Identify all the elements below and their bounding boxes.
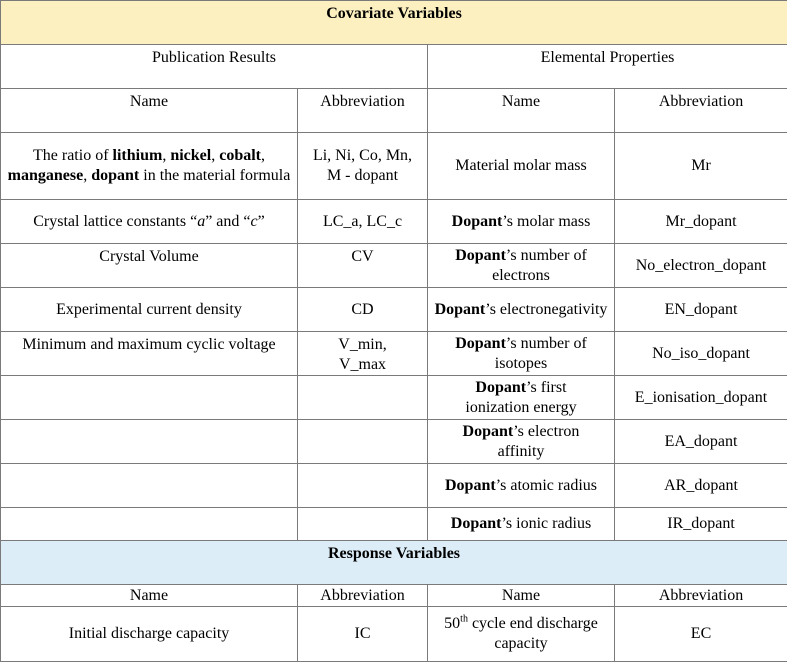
- table-row: [1, 508, 787, 541]
- elem-abbr-cell: No_electron_dopant: [615, 244, 787, 288]
- empty-cell: [298, 464, 428, 508]
- elem-name-cell: Dopant’s first ionization energy: [428, 376, 615, 420]
- pub-abbr-cell: Li, Ni, Co, Mn, M - dopant: [298, 133, 428, 200]
- elem-name-cell: Material molar mass: [428, 133, 615, 200]
- elem-name-cell: Dopant’s number of electrons: [428, 244, 615, 288]
- empty-cell: [298, 508, 428, 541]
- elem-abbr-cell: Mr: [615, 133, 787, 200]
- table-row: [1, 464, 787, 508]
- resp-name-header: Name: [428, 585, 615, 607]
- empty-cell: [1, 376, 298, 420]
- empty-cell: [1, 420, 298, 464]
- covariate-variables-heading: Covariate Variables: [1, 1, 787, 45]
- pub-name-cell: Crystal Volume: [1, 244, 298, 288]
- elem-name-cell: Dopant’s electron affinity: [428, 420, 615, 464]
- empty-cell: [298, 376, 428, 420]
- elem-abbr-cell: E_ionisation_dopant: [615, 376, 787, 420]
- pub-name-cell: Experimental current density: [1, 288, 298, 332]
- elem-abbr-cell: EN_dopant: [615, 288, 787, 332]
- elem-abbr-cell: IR_dopant: [615, 508, 787, 541]
- pub-abbr-cell: CD: [298, 288, 428, 332]
- elem-name-cell: Dopant’s electronegativity: [428, 288, 615, 332]
- elem-abbr-cell: AR_dopant: [615, 464, 787, 508]
- empty-cell: [1, 464, 298, 508]
- elem-abbr-cell: Mr_dopant: [615, 200, 787, 244]
- table-row: [1, 288, 787, 332]
- resp-abbreviation-header: Abbreviation: [615, 585, 787, 607]
- pub-name-header: Name: [1, 89, 298, 133]
- pub-name-cell: Crystal lattice constants “a” and “c”: [1, 200, 298, 244]
- resp-abbr-cell: IC: [298, 607, 428, 662]
- elem-name-cell: Dopant’s number of isotopes: [428, 332, 615, 376]
- table-row: [1, 420, 787, 464]
- resp-name-cell: 50th cycle end discharge capacity: [428, 607, 615, 662]
- response-variables-heading: Response Variables: [1, 541, 787, 585]
- table-row: [1, 332, 787, 376]
- table-row: [1, 200, 787, 244]
- elem-abbr-cell: EA_dopant: [615, 420, 787, 464]
- elem-abbreviation-header: Abbreviation: [615, 89, 787, 133]
- elem-name-header: Name: [428, 89, 615, 133]
- resp-name-cell: Initial discharge capacity: [1, 607, 298, 662]
- elem-name-cell: Dopant’s molar mass: [428, 200, 615, 244]
- elem-abbr-cell: No_iso_dopant: [615, 332, 787, 376]
- empty-cell: [1, 508, 298, 541]
- publication-results-header: Publication Results: [1, 45, 428, 89]
- table-row: [1, 376, 787, 420]
- pub-abbr-cell: V_min, V_max: [298, 332, 428, 376]
- pub-name-cell: The ratio of lithium, nickel, cobalt, manganese, dopant in the material formula: [1, 133, 298, 200]
- pub-abbr-cell: LC_a, LC_c: [298, 200, 428, 244]
- resp-name-header: Name: [1, 585, 298, 607]
- resp-abbr-cell: EC: [615, 607, 787, 662]
- table-row: [1, 607, 787, 662]
- pub-name-cell: Minimum and maximum cyclic voltage: [1, 332, 298, 376]
- pub-abbr-cell: CV: [298, 244, 428, 288]
- elemental-properties-header: Elemental Properties: [428, 45, 787, 89]
- table-row: [1, 244, 787, 288]
- resp-abbreviation-header: Abbreviation: [298, 585, 428, 607]
- empty-cell: [298, 420, 428, 464]
- table-row: [1, 133, 787, 200]
- elem-name-cell: Dopant’s ionic radius: [428, 508, 615, 541]
- pub-abbreviation-header: Abbreviation: [298, 89, 428, 133]
- elem-name-cell: Dopant’s atomic radius: [428, 464, 615, 508]
